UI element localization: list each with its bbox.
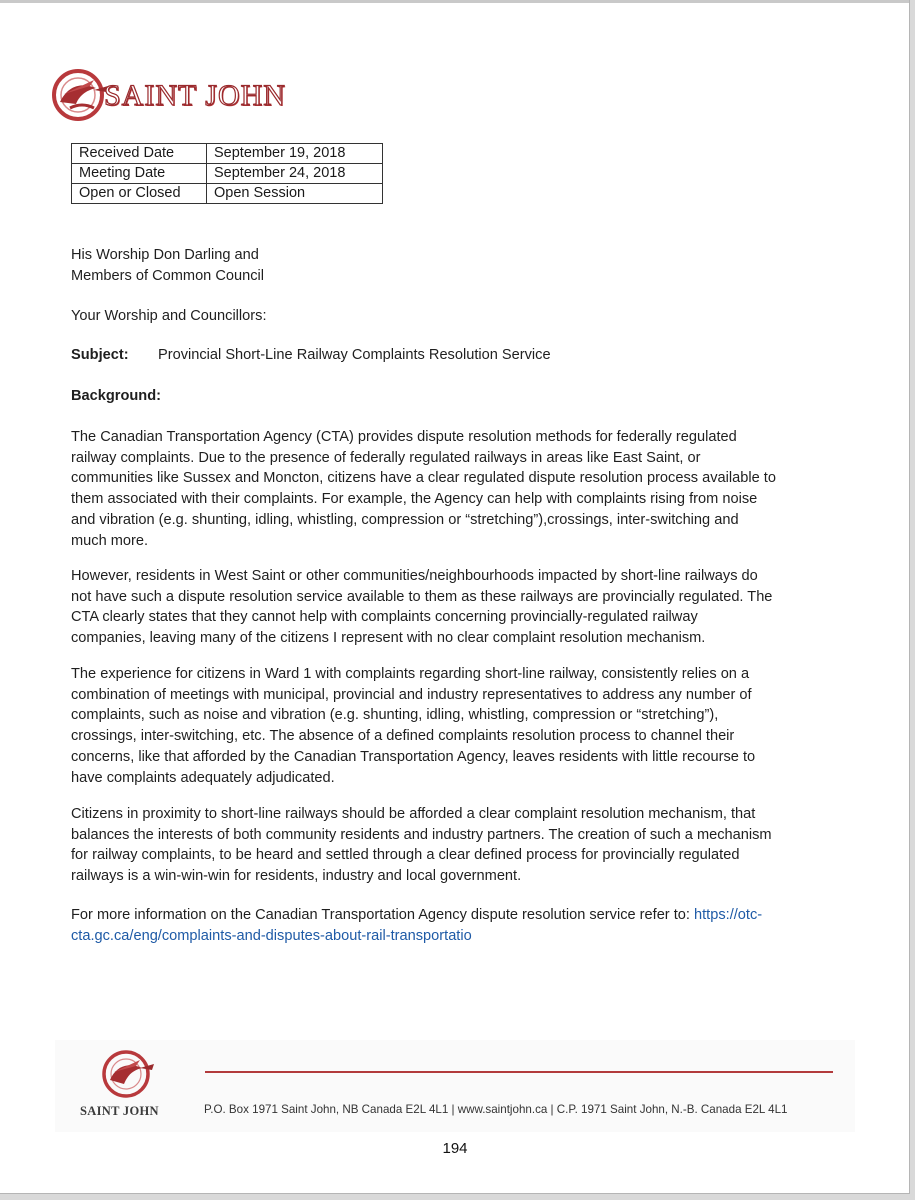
paragraph-5 — [71, 905, 841, 946]
footer-divider — [205, 1071, 833, 1073]
subject-label: Subject: — [71, 347, 129, 363]
table-row — [72, 144, 383, 164]
paragraph-2 — [71, 566, 841, 649]
text-line: complaints, such as noise and vibration (e.g. shunting, idling, whistling, compression or “stretching”), — [71, 707, 719, 724]
addressee-line: His Worship Don Darling and — [71, 247, 259, 263]
text-line: crossings, inter-switching, etc. The absence of a defined complaints resolution process to channel their — [71, 728, 735, 745]
text-line: concerns, like that afforded by the Canadian Transportation Agency, leaves residents with little recourse to — [71, 748, 756, 765]
text-line: them associated with their complaints. For example, the Agency can help with complaints rising from noise — [71, 491, 758, 508]
paragraph-3 — [71, 664, 841, 788]
text-line: The experience for citizens in Ward 1 with complaints regarding short-line railway, consistently relies on a — [71, 666, 750, 682]
received-date-value: September 19, 2018 — [207, 144, 383, 164]
session-type-value: Open Session — [207, 184, 383, 204]
text-line: However, residents in West Saint or other communities/neighbourhoods impacted by short-line railways do — [71, 568, 758, 584]
paragraph-1 — [71, 427, 841, 551]
text-line: much more. — [71, 532, 149, 549]
text-line: not have such a dispute resolution service available to them as these railways are provincially regulated. The — [71, 588, 773, 605]
table-row — [72, 184, 383, 204]
text-line: companies, leaving many of the citizens I represent with no clear complaint resolution mechanism. — [71, 630, 706, 647]
text-line: balances the interests of both community residents and industry partners. The creation of such a mechanism — [71, 826, 772, 843]
cta-link[interactable]: https://otc- cta.gc.ca/eng/complaints-and-disputes-about-rail-transportatio — [71, 907, 763, 944]
paragraph-4 — [71, 804, 841, 887]
addressee-line: Members of Common Council — [71, 267, 265, 284]
text-line: railway complaints. Due to the presence of federally regulated railways in areas like East Saint, or — [71, 449, 701, 466]
footer-wordmark: SAINT JOHN — [80, 1104, 159, 1118]
salutation: Your Worship and Councillors: — [71, 308, 267, 324]
text-line: railways is a win-win-win for residents, industry and local government. — [71, 868, 522, 885]
logo-wordmark: SAINT JOHN — [104, 79, 286, 112]
text-line: Citizens in proximity to short-line railways should be afforded a clear complaint resolution mechanism, that — [71, 806, 756, 822]
text-line: have complaints adequately adjudicated. — [71, 769, 335, 786]
footer-address: P.O. Box 1971 Saint John, NB Canada E2L 4L1 | www.saintjohn.ca | C.P. 1971 Saint John, N.-B. Canada E2L 4L1 — [204, 1103, 788, 1116]
session-type-label: Open or Closed — [72, 184, 207, 204]
meeting-date-value: September 24, 2018 — [207, 164, 383, 184]
table-row — [72, 164, 383, 184]
addressee-block — [71, 245, 841, 286]
page-number: 194 — [442, 1140, 468, 1157]
received-date-label: Received Date — [72, 144, 207, 164]
meeting-date-label: Meeting Date — [72, 164, 207, 184]
text-line: CTA clearly states that they cannot help with complaints concerning provincially-regulated railway — [71, 609, 698, 626]
footer-band — [55, 1040, 855, 1132]
text-line: combination of meetings with municipal, provincial and industry representatives to address any number of — [71, 686, 752, 703]
subject-line — [71, 345, 841, 366]
saint-john-footer-logo-icon — [96, 1046, 158, 1102]
text-line: and vibration (e.g. shunting, idling, whistling, compression or “stretching”),crossings, inter-switching and — [71, 511, 739, 528]
text-line: For more information on the Canadian Transportation Agency dispute resolution service refer to: — [71, 907, 694, 923]
text-line: The Canadian Transportation Agency (CTA) provides dispute resolution methods for federally regulated — [71, 429, 737, 445]
meta-table — [71, 143, 383, 204]
text-line: communities like Sussex and Moncton, citizens have a clear regulated dispute resolution process available to — [71, 470, 776, 487]
top-edge — [0, 0, 909, 3]
text-line: for railway complaints, to be heard and settled through a clear defined process for provincially regulated — [71, 847, 740, 864]
subject-text: Provincial Short-Line Railway Complaints Resolution Service — [158, 347, 551, 363]
background-heading: Background: — [71, 388, 161, 404]
